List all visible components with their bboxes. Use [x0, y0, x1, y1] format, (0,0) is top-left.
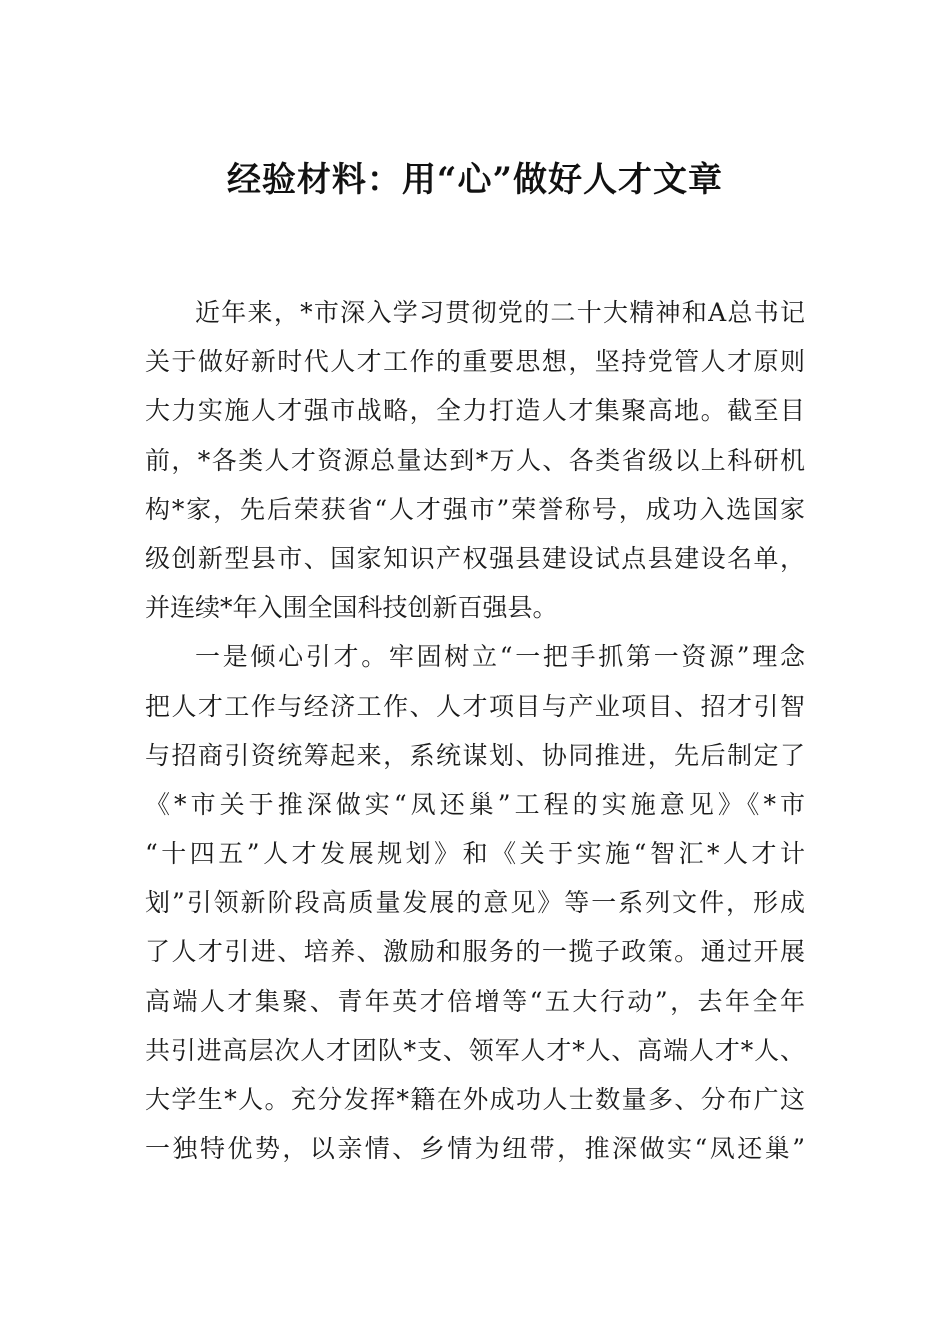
paragraph-1-line-6: 级创新型县市、国家知识产权强县建设试点县建设名单，: [145, 543, 805, 573]
paragraph-2-line-10: 大学生*人。充分发挥*籍在外成功人士数量多、分布广这: [145, 1085, 805, 1114]
paragraph-2-line-3: 与招商引资统筹起来，系统谋划、协同推进，先后制定了: [145, 740, 805, 770]
paragraph-2-line-11: 一独特优势，以亲情、乡情为纽带，推深做实“凤还巢”: [145, 1134, 805, 1164]
paragraph-2-line-9: 共引进高层次人才团队*支、领军人才*人、高端人才*人、: [145, 1035, 805, 1065]
document-title: 经验材料：用“心”做好人才文章: [226, 160, 724, 200]
paragraph-2-line-7: 了人才引进、培养、激励和服务的一揽子政策。通过开展: [145, 937, 805, 967]
paragraph-2-line-8: 高端人才集聚、青年英才倍增等“五大行动”，去年全年: [145, 986, 805, 1016]
document-body: [145, 288, 805, 1173]
paragraph-2-line-1: 一是倾心引才。牢固树立“一把手抓第一资源”理念: [195, 642, 805, 672]
paragraph-1-line-5: 构*家，先后荣获省“人才强市”荣誉称号，成功入选国家: [145, 494, 805, 524]
paragraph-2-line-2: 把人才工作与经济工作、人才项目与产业项目、招才引智: [145, 691, 805, 721]
paragraph-2-line-4: 《*市关于推深做实“凤还巢”工程的实施意见》《*市: [145, 789, 805, 819]
paragraph-2-line-6: 划”引领新阶段高质量发展的意见》等一系列文件，形成: [145, 888, 805, 918]
paragraph-2-line-5: “十四五”人才发展规划》和《关于实施“智汇*人才计: [145, 839, 805, 869]
paragraph-1-line-7: 并连续*年入围全国科技创新百强县。: [145, 593, 558, 623]
paragraph-1-line-1: 近年来，*市深入学习贯彻党的二十大精神和A总书记: [195, 298, 805, 327]
paragraph-1-line-3: 大力实施人才强市战略，全力打造人才集聚高地。截至目: [145, 396, 805, 426]
paragraph-1-line-4: 前，*各类人才资源总量达到*万人、各类省级以上科研机: [145, 445, 805, 475]
paragraph-1-line-2: 关于做好新时代人才工作的重要思想，坚持党管人才原则: [145, 347, 805, 377]
